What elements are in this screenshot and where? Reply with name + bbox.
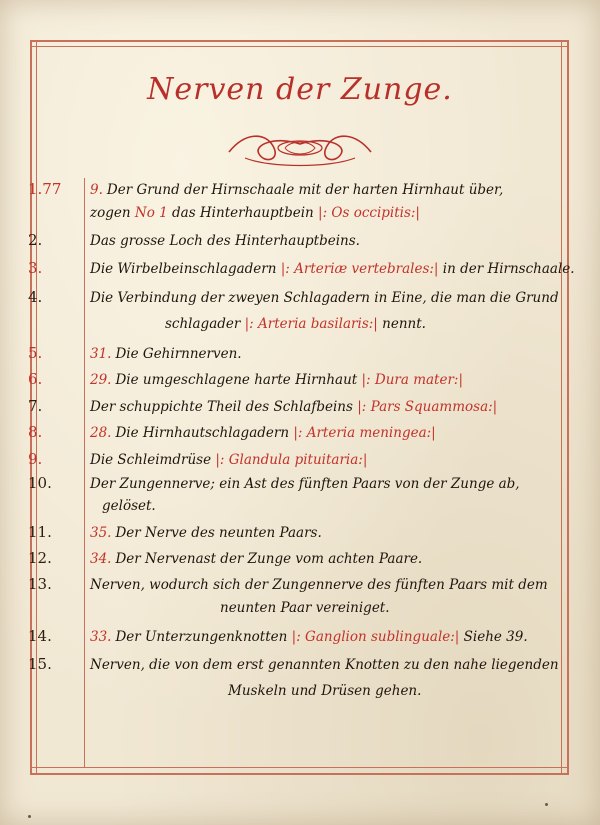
- entry-text: Der schuppichte Theil des Schlafbeins: [90, 399, 353, 415]
- page-title: Nerven der Zunge.: [147, 72, 453, 107]
- entry-text: gelöset.: [102, 498, 156, 514]
- entry-text: Das grosse Loch des Hinterhauptbeins.: [90, 233, 360, 249]
- entry-line: [90, 182, 590, 198]
- border-rule-top-inner: [30, 46, 568, 47]
- border-rule-top: [30, 40, 568, 42]
- entry-line: [90, 452, 590, 468]
- entry-line: [90, 577, 590, 593]
- entry-text: Nerven, wodurch sich der Zungennerve des fünften Paars mit dem: [90, 577, 548, 593]
- entry-line: [90, 372, 590, 388]
- entry-text: Nerven, die von dem erst genannten Knotten zu den nahe liegenden: [90, 657, 559, 673]
- figure-number: No 1: [134, 205, 168, 221]
- entry-number: 2.: [28, 231, 43, 249]
- entry-text: neunten Paar vereiniget.: [220, 600, 390, 616]
- entry-line: [102, 498, 600, 514]
- entry-text: Die Wirbelbeinschlagadern: [90, 261, 277, 277]
- entry-number: 6.: [28, 370, 43, 388]
- entry-line: [90, 261, 590, 277]
- entry-text: Die Gehirnnerven.: [115, 346, 242, 362]
- entry-text: Der Unterzungenknotten: [115, 629, 288, 645]
- entry-line: [90, 205, 590, 221]
- entry-number: 8.: [28, 423, 43, 441]
- latin-term: |: Arteria basilaris:|: [244, 316, 378, 332]
- entry-text: Der Nerve des neunten Paars.: [115, 525, 322, 541]
- entry-line: [90, 425, 590, 441]
- cross-reference: 34.: [90, 551, 112, 567]
- entry-number: 15.: [28, 655, 52, 673]
- entry-text: Die Schleimdrüse: [90, 452, 212, 468]
- cross-reference: 9.: [90, 182, 103, 198]
- cross-reference: 28.: [90, 425, 112, 441]
- latin-term: |: Pars Squammosa:|: [357, 399, 498, 415]
- entry-line: [90, 629, 590, 645]
- entry-number: 5.: [28, 344, 43, 362]
- entry-text: Der Grund der Hirnschaale mit der harten Hirnhaut über,: [106, 182, 504, 198]
- border-rule-bottom-inner: [30, 767, 568, 768]
- ink-speck: [545, 803, 548, 806]
- entry-text: Siehe 39.: [463, 629, 528, 645]
- entry-line: [90, 399, 590, 415]
- entry-number: 12.: [28, 549, 52, 567]
- cross-reference: 35.: [90, 525, 112, 541]
- entry-number: 7.: [28, 397, 43, 415]
- entry-number: 9.: [28, 450, 43, 468]
- entry-line: [228, 683, 600, 699]
- entry-number: 14.: [28, 627, 52, 645]
- entry-line: [90, 551, 590, 567]
- entry-text: nennt.: [382, 316, 426, 332]
- entry-line: [90, 290, 590, 306]
- flourish-ornament: [225, 128, 375, 168]
- entry-line: [90, 657, 590, 673]
- latin-term: |: Arteria meningea:|: [293, 425, 436, 441]
- latin-term: |: Glandula pituitaria:|: [215, 452, 368, 468]
- entry-text: das Hinterhauptbein: [172, 205, 314, 221]
- entry-number: 3.: [28, 259, 43, 277]
- entry-text: Die Hirnhautschlagadern: [115, 425, 290, 441]
- entry-line: [220, 600, 600, 616]
- entry-number: 11.: [28, 523, 52, 541]
- border-rule-bottom: [30, 773, 568, 775]
- cross-reference: 31.: [90, 346, 112, 362]
- entry-number: 13.: [28, 575, 52, 593]
- cross-reference: 29.: [90, 372, 112, 388]
- entry-number: 10.: [28, 474, 52, 492]
- entry-line: [90, 233, 590, 249]
- cross-reference: 33.: [90, 629, 112, 645]
- entry-number: 1.77: [28, 180, 62, 198]
- entry-text: zogen: [90, 205, 131, 221]
- latin-term: |: Os occipitis:|: [318, 205, 420, 221]
- entry-text: Muskeln und Drüsen gehen.: [228, 683, 422, 699]
- entry-text: Der Nervenast der Zunge vom achten Paare.: [115, 551, 423, 567]
- entry-number: 4.: [28, 288, 43, 306]
- entry-text: Die Verbindung der zweyen Schlagadern in Eine, die man die Grund: [90, 290, 559, 306]
- latin-term: |: Arteriæ vertebrales:|: [280, 261, 439, 277]
- entry-text: in der Hirnschaale.: [442, 261, 575, 277]
- entry-text: schlagader: [165, 316, 241, 332]
- entry-line: [165, 316, 600, 332]
- latin-term: |: Dura mater:|: [361, 372, 464, 388]
- entry-text: Die umgeschlagene harte Hirnhaut: [115, 372, 358, 388]
- ink-speck: [28, 815, 31, 818]
- latin-term: |: Ganglion sublinguale:|: [291, 629, 460, 645]
- entry-line: [90, 525, 590, 541]
- entry-line: [90, 476, 590, 492]
- entry-text: Der Zungennerve; ein Ast des fünften Paars von der Zunge ab,: [90, 476, 520, 492]
- entry-line: [90, 346, 590, 362]
